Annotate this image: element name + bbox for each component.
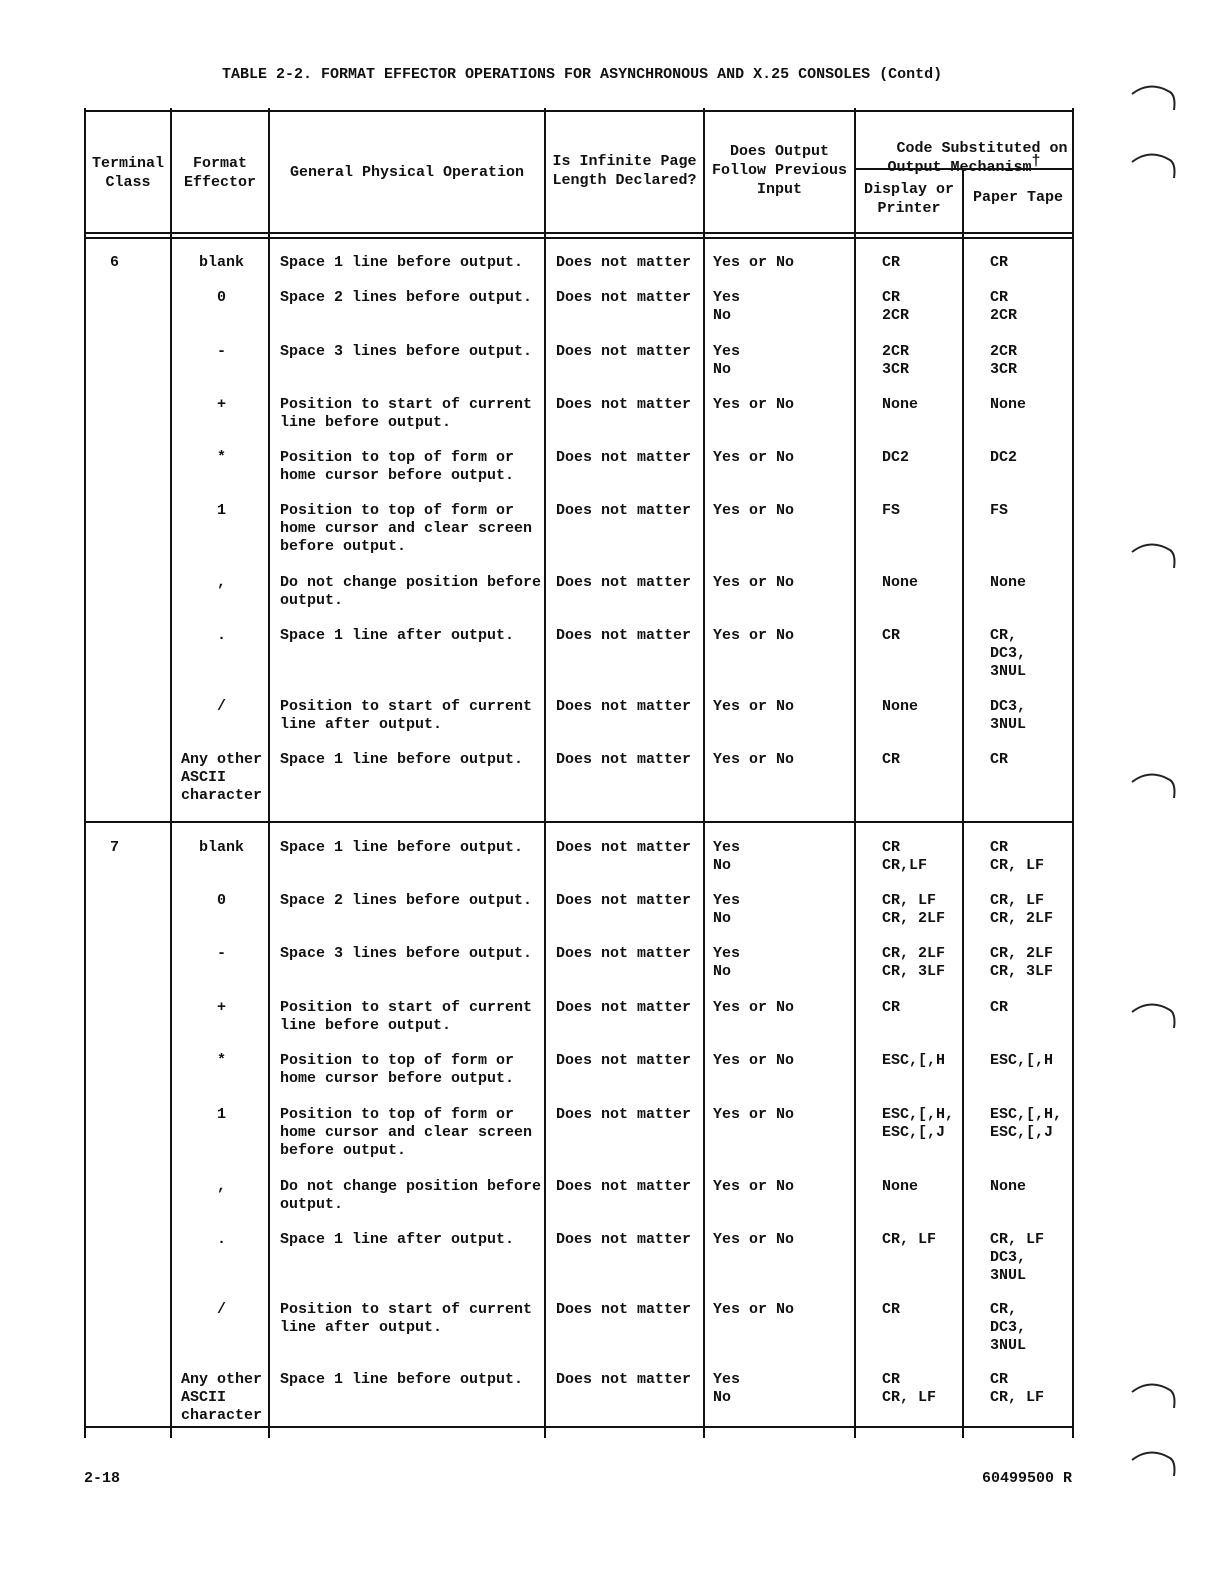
follow-input: Yes No [713,945,741,980]
general-operation: Do not change position before output. [280,1178,542,1213]
follow-input: Yes or No [713,449,795,466]
general-operation: Position to start of current line after output. [280,698,533,733]
rule-col1 [170,108,172,1438]
follow-input: Yes or No [713,502,795,519]
general-operation: Position to top of form or home cursor and clear screen before output. [280,1106,533,1159]
infinite-page: Does not matter [556,1052,692,1069]
header-infinite-page: Is Infinite Page Length Declared? [552,153,697,189]
general-operation: Space 2 lines before output. [280,289,533,306]
paper-tape-code: FS [990,502,1009,519]
display-code: CR [882,627,901,644]
format-effector: 1 [217,1106,227,1123]
follow-input: Yes No [713,1371,741,1406]
infinite-page: Does not matter [556,396,692,413]
infinite-page: Does not matter [556,1106,692,1123]
format-effector: Any other ASCII character [181,1371,263,1424]
follow-input: Yes or No [713,574,795,591]
follow-input: Yes or No [713,1052,795,1069]
infinite-page: Does not matter [556,839,692,856]
format-effector: Any other ASCII character [181,751,263,804]
general-operation: Space 3 lines before output. [280,945,533,962]
rule-col6 [962,168,964,1438]
display-code: CR, 2LF CR, 3LF [882,945,946,980]
format-effector: * [217,449,227,466]
display-code: None [882,1178,919,1195]
binder-hole-mark [1130,540,1180,570]
format-effector: - [217,945,227,962]
display-code: None [882,574,919,591]
paper-tape-code: ESC,[,H, ESC,[,J [990,1106,1063,1141]
paper-tape-code: DC3, 3NUL [990,698,1027,733]
general-operation: Space 1 line after output. [280,1231,515,1248]
format-effector: . [217,627,227,644]
format-effector: 0 [217,289,227,306]
format-effector: 0 [217,892,227,909]
infinite-page: Does not matter [556,627,692,644]
header-follow-input: Does Output Follow Previous Input [711,143,848,198]
paper-tape-code: CR [990,999,1009,1016]
dagger-footnote-mark: † [1031,153,1041,170]
general-operation: Space 2 lines before output. [280,892,533,909]
infinite-page: Does not matter [556,254,692,271]
general-operation: Position to start of current line before output. [280,999,533,1034]
rule-header-b [84,237,1074,239]
follow-input: Yes or No [713,1231,795,1248]
follow-input: Yes or No [713,254,795,271]
paper-tape-code: CR [990,751,1009,768]
header-terminal-class: Terminal Class [91,155,164,191]
format-effector: , [217,1178,227,1195]
header-display-printer: Display or Printer [863,181,954,217]
follow-input: Yes or No [713,751,795,768]
format-effector: blank [199,839,245,856]
page-number: 2-18 [84,1470,121,1487]
follow-input: Yes or No [713,1178,795,1195]
format-effector: , [217,574,227,591]
infinite-page: Does not matter [556,449,692,466]
follow-input: Yes or No [713,1301,795,1318]
follow-input: Yes or No [713,999,795,1016]
follow-input: Yes No [713,892,741,927]
paper-tape-code: ESC,[,H [990,1052,1054,1069]
infinite-page: Does not matter [556,1301,692,1318]
display-code: CR [882,999,901,1016]
format-effector: 1 [217,502,227,519]
format-effector-table [84,108,1074,1438]
display-code: ESC,[,H, ESC,[,J [882,1106,955,1141]
infinite-page: Does not matter [556,343,692,360]
infinite-page: Does not matter [556,999,692,1016]
paper-tape-code: None [990,396,1027,413]
header-code-substituted-text: Code Substituted on Output Mechanism [887,140,1068,176]
rule-col2 [268,108,270,1438]
general-operation: Do not change position before output. [280,574,542,609]
format-effector: * [217,1052,227,1069]
general-operation: Position to start of current line after output. [280,1301,533,1336]
format-effector: + [217,396,227,413]
display-code: CR [882,1301,901,1318]
infinite-page: Does not matter [556,892,692,909]
display-code: CR CR, LF [882,1371,937,1406]
display-code: FS [882,502,901,519]
infinite-page: Does not matter [556,698,692,715]
infinite-page: Does not matter [556,1178,692,1195]
display-code: DC2 [882,449,910,466]
paper-tape-code: DC2 [990,449,1018,466]
paper-tape-code: None [990,574,1027,591]
infinite-page: Does not matter [556,1231,692,1248]
paper-tape-code: 2CR 3CR [990,343,1018,378]
display-code: CR [882,751,901,768]
rule-right [1072,108,1074,1438]
display-code: CR CR,LF [882,839,928,874]
binder-hole-mark [1130,150,1180,180]
format-effector: + [217,999,227,1016]
infinite-page: Does not matter [556,502,692,519]
format-effector: - [217,343,227,360]
table-title: TABLE 2-2. FORMAT EFFECTOR OPERATIONS FOR ASYNCHRONOUS AND X.25 CONSOLES (Contd) [222,66,943,83]
infinite-page: Does not matter [556,1371,692,1388]
rule-left [84,108,86,1438]
paper-tape-code: CR, DC3, 3NUL [990,627,1027,680]
general-operation: Space 1 line before output. [280,751,524,768]
format-effector: / [217,698,227,715]
rule-col5 [854,108,856,1438]
infinite-page: Does not matter [556,289,692,306]
paper-tape-code: CR CR, LF [990,839,1045,874]
follow-input: Yes or No [713,627,795,644]
general-operation: Position to top of form or home cursor before output. [280,1052,515,1087]
rule-col4 [703,108,705,1438]
general-operation: Space 1 line before output. [280,254,524,271]
display-code: CR, LF [882,1231,937,1248]
rule-top [84,110,1074,112]
paper-tape-code: CR, LF DC3, 3NUL [990,1231,1045,1284]
paper-tape-code: CR CR, LF [990,1371,1045,1406]
paper-tape-code: CR 2CR [990,289,1018,324]
follow-input: Yes No [713,343,741,378]
infinite-page: Does not matter [556,945,692,962]
display-code: CR [882,254,901,271]
terminal-class-7: 7 [110,839,120,856]
format-effector: blank [199,254,245,271]
general-operation: Space 3 lines before output. [280,343,533,360]
display-code: 2CR 3CR [882,343,910,378]
general-operation: Space 1 line before output. [280,1371,524,1388]
display-code: CR 2CR [882,289,910,324]
general-operation: Space 1 line before output. [280,839,524,856]
format-effector: / [217,1301,227,1318]
display-code: CR, LF CR, 2LF [882,892,946,927]
binder-hole-mark [1130,82,1180,112]
header-format-effector: Format Effector [183,155,256,191]
binder-hole-mark [1130,1000,1180,1030]
header-paper-tape: Paper Tape [972,189,1063,206]
paper-tape-code: CR, LF CR, 2LF [990,892,1054,927]
format-effector: . [217,1231,227,1248]
display-code: None [882,698,919,715]
rule-group-sep [84,821,1074,823]
document-number: 60499500 R [982,1470,1073,1487]
general-operation: Position to top of form or home cursor before output. [280,449,515,484]
terminal-class-6: 6 [110,254,120,271]
general-operation: Space 1 line after output. [280,627,515,644]
header-general-operation: General Physical Operation [289,164,525,181]
infinite-page: Does not matter [556,751,692,768]
paper-tape-code: None [990,1178,1027,1195]
paper-tape-code: CR, DC3, 3NUL [990,1301,1027,1354]
binder-hole-mark [1130,1448,1180,1478]
binder-hole-mark [1130,1380,1180,1410]
paper-tape-code: CR [990,254,1009,271]
rule-bottom [84,1426,1074,1428]
follow-input: Yes or No [713,396,795,413]
follow-input: Yes No [713,839,741,874]
general-operation: Position to top of form or home cursor and clear screen before output. [280,502,533,555]
binder-hole-mark [1130,770,1180,800]
rule-header-a [84,232,1074,234]
follow-input: Yes or No [713,1106,795,1123]
follow-input: Yes No [713,289,741,324]
infinite-page: Does not matter [556,574,692,591]
display-code: ESC,[,H [882,1052,946,1069]
rule-col3 [544,108,546,1438]
general-operation: Position to start of current line before output. [280,396,533,431]
paper-tape-code: CR, 2LF CR, 3LF [990,945,1054,980]
follow-input: Yes or No [713,698,795,715]
display-code: None [882,396,919,413]
